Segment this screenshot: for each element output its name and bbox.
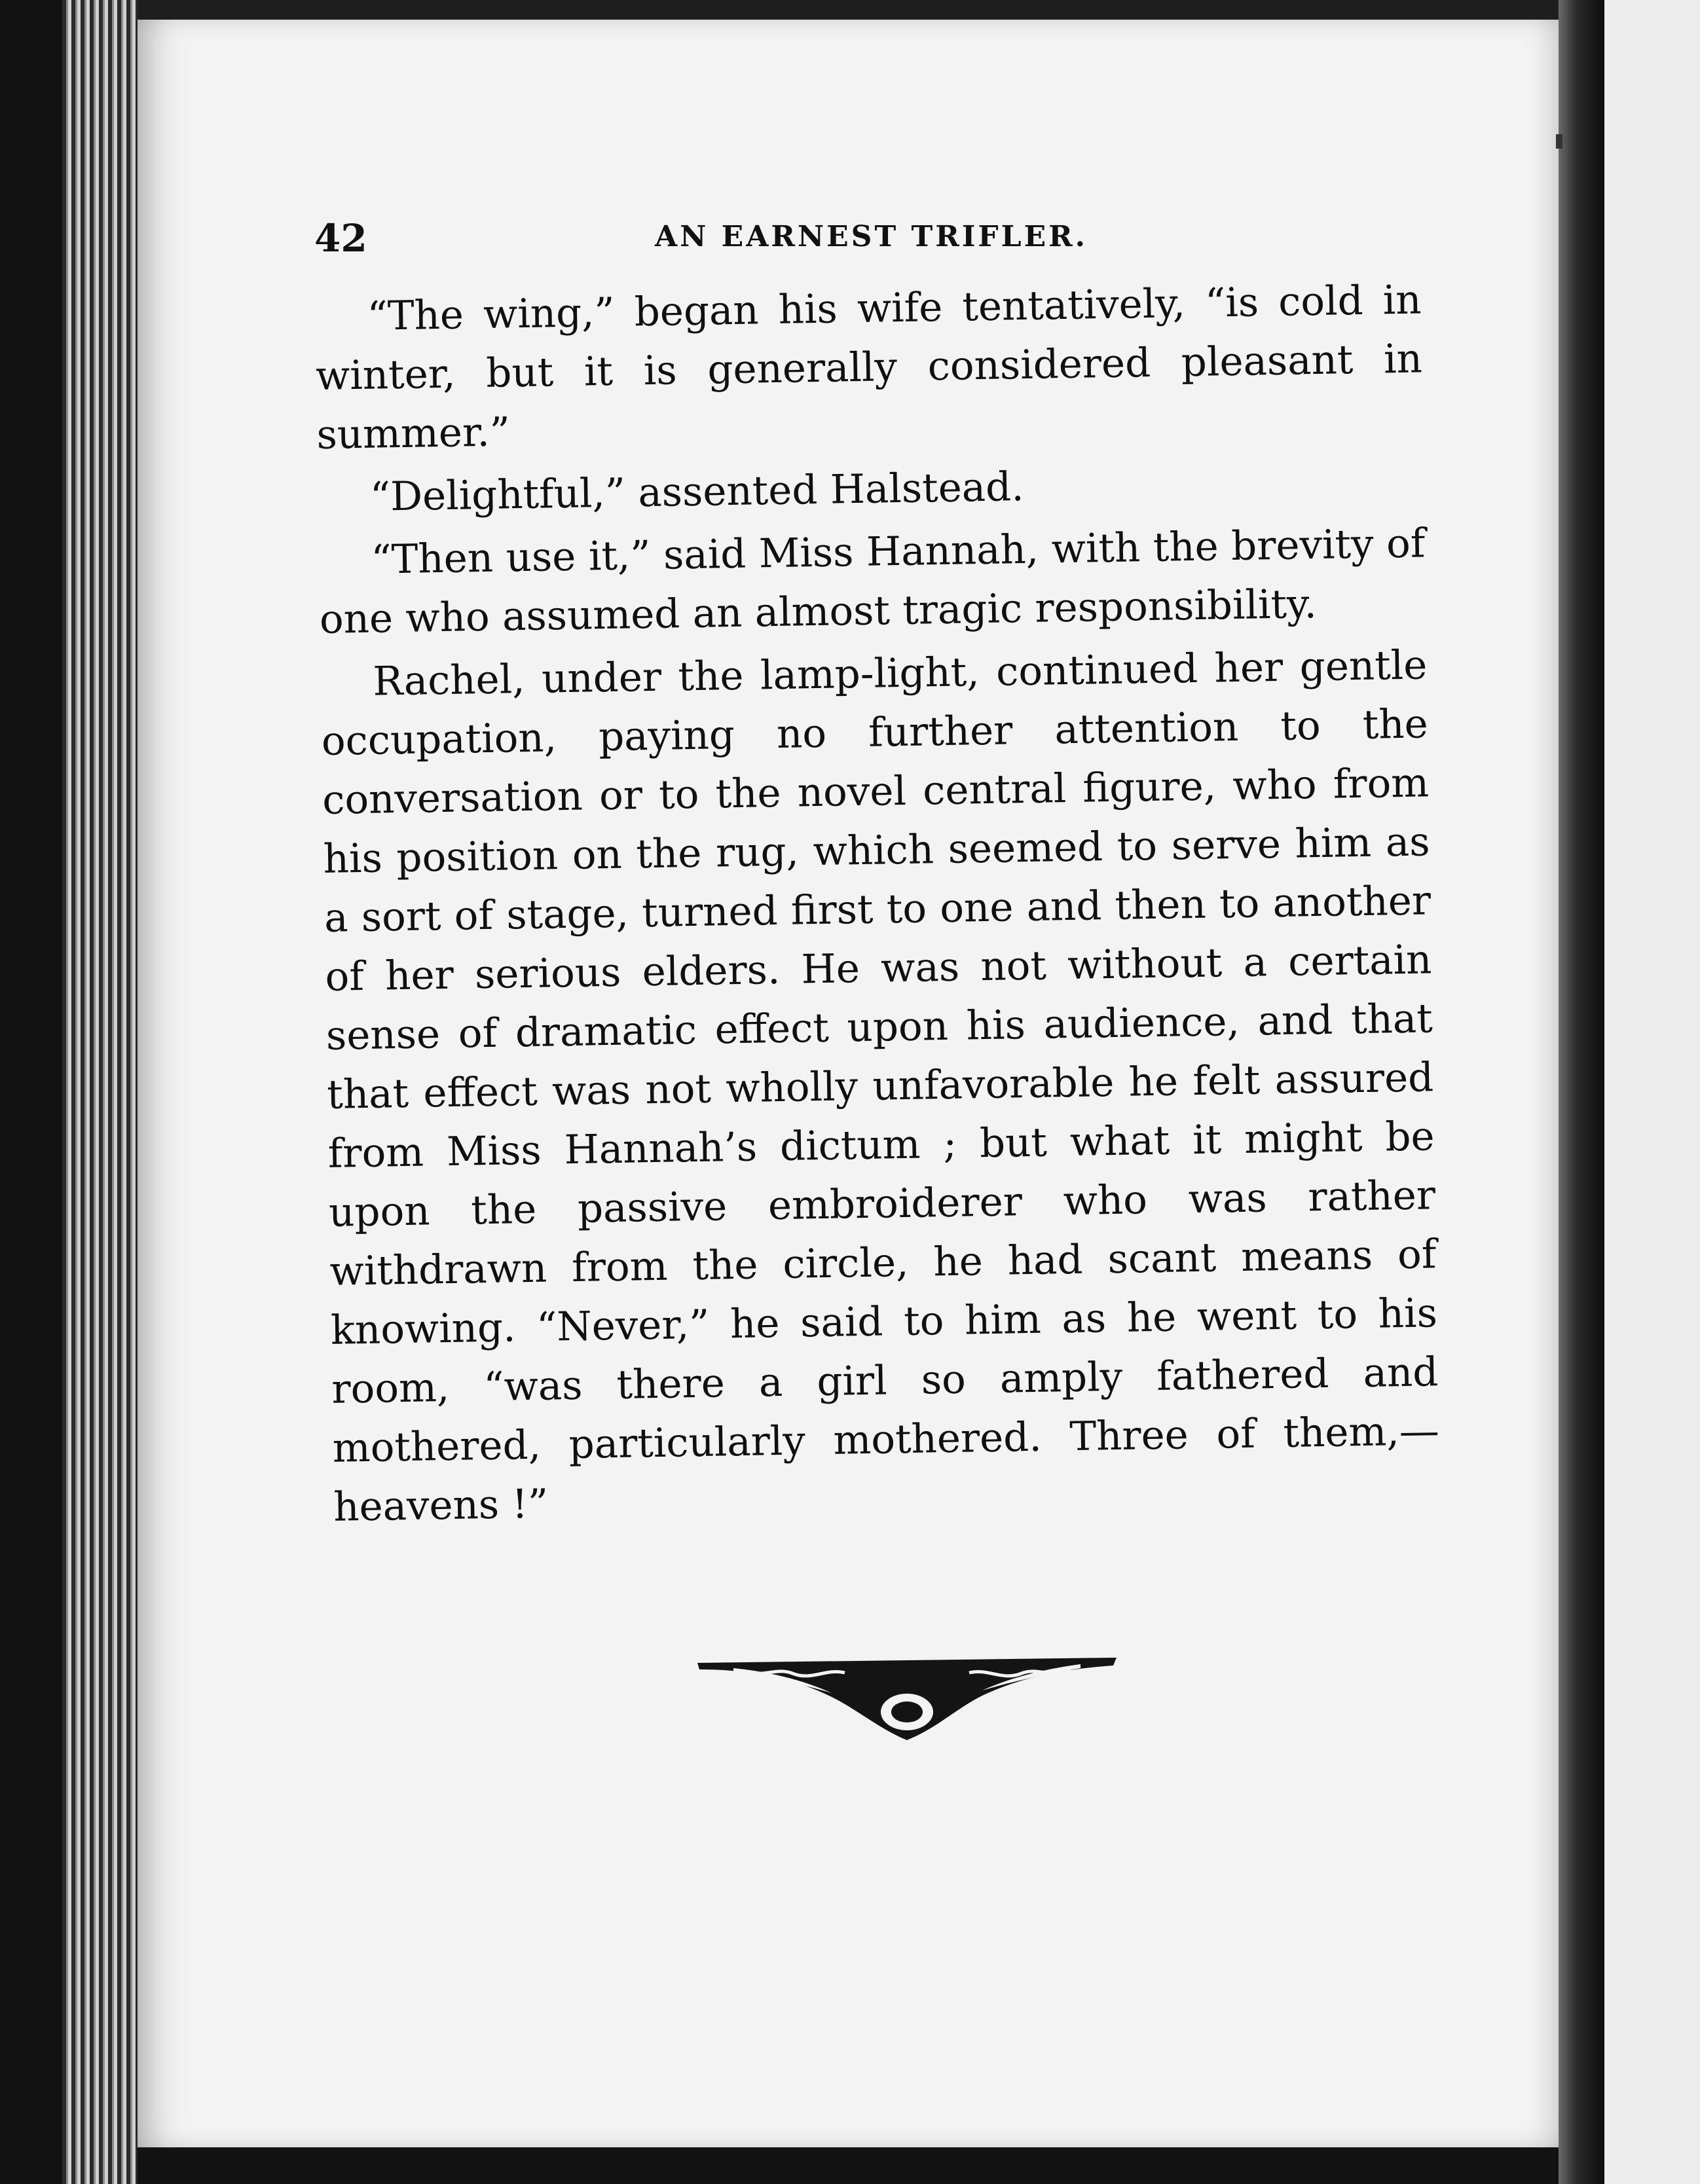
running-head	[314, 216, 1487, 268]
page-number: 42	[314, 216, 367, 261]
book-gutter	[1559, 0, 1604, 2184]
running-title: AN EARNEST TRIFLER.	[655, 220, 1088, 253]
facing-page-edge	[1604, 0, 1700, 2184]
paragraph: “Then use it,” said Miss Hannah, with the brevity of one who assumed an almost tragic responsibility.	[319, 520, 1426, 643]
paragraph: Rachel, under the lamp-light, continued her gentle occupation, paying no further attention to the conversation or to the novel central figure, who from his position on the rug, which seemed to serve him as a sort of stage, turned first to one and then to another of her serious elders. He was not without a certain sense of dramatic effect upon his audience, and that that effect was not wholly unfavorable he felt assured from Miss Hannah’s dictum ; but what it might be upon the passive embroiderer who was rather withdrawn from the circle, he had scant means of knowing. “Never,” he said to him as he went to his room, “was there a girl so amply fathered and mothered, particularly mothered. Three of them,—heavens !”	[321, 642, 1440, 1531]
page-edge-stack	[62, 0, 138, 2184]
body-text	[314, 270, 1441, 1540]
paragraph: “Delightful,” assented Halstead.	[369, 464, 1025, 520]
margin-mark	[1556, 134, 1562, 149]
paragraph: “The wing,” began his wife tentatively, “is cold in winter, but it is generally considered pleasant in summer.”	[315, 276, 1423, 458]
tailpiece-ornament-icon	[694, 1650, 1120, 1748]
